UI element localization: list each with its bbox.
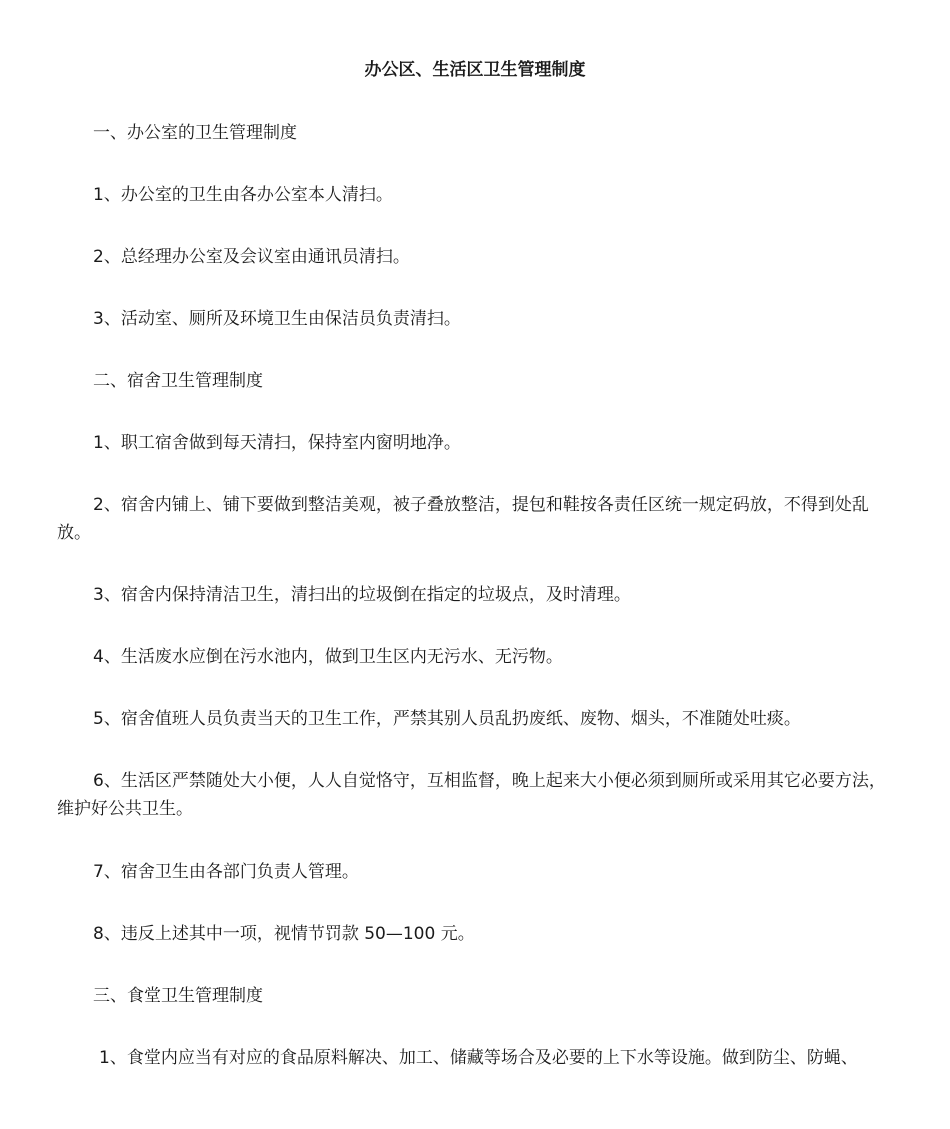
paragraph-dorm-5: 5、宿舍值班人员负责当天的卫生工作，严禁其别人员乱扔废纸、废物、烟头，不准随处吐痰。 — [93, 709, 801, 729]
section-heading-dormitory: 二、宿舍卫生管理制度 — [93, 371, 263, 391]
paragraph-dorm-4: 4、生活废水应倒在污水池内，做到卫生区内无污水、无污物。 — [93, 647, 563, 667]
paragraph-dorm-6: 6、生活区严禁随处大小便，人人自觉恪守，互相监督，晚上起来大小便必须到厕所或采用其它必要方法，维护好公共卫生。 — [57, 771, 886, 819]
paragraph-dorm-3: 3、宿舍内保持清洁卫生，清扫出的垃圾倒在指定的垃圾点，及时清理。 — [93, 585, 631, 605]
paragraph-dorm-7: 7、宿舍卫生由各部门负责人管理。 — [93, 862, 359, 882]
paragraph-dorm-1: 1、职工宿舍做到每天清扫，保持室内窗明地净。 — [93, 433, 461, 453]
paragraph-dorm-2: 2、宿舍内铺上、铺下要做到整洁美观，被子叠放整洁，提包和鞋按各责任区统一规定码放，不得到处乱放。 — [57, 495, 869, 543]
paragraph-office-2: 2、总经理办公室及会议室由通讯员清扫。 — [93, 247, 410, 267]
section-heading-canteen: 三、食堂卫生管理制度 — [93, 986, 263, 1006]
paragraph-office-1: 1、办公室的卫生由各办公室本人清扫。 — [93, 185, 393, 205]
paragraph-canteen-1: 1、食堂内应当有对应的食品原料解决、加工、储藏等场合及必要的上下水等设施。做到防尘、防蝇、 — [99, 1048, 858, 1068]
paragraph-office-3: 3、活动室、厕所及环境卫生由保洁员负责清扫。 — [93, 309, 461, 329]
document-title: 办公区、生活区卫生管理制度 — [364, 60, 586, 80]
paragraph-dorm-8: 8、违反上述其中一项，视情节罚款 50—100 元。 — [93, 924, 475, 944]
section-heading-office: 一、办公室的卫生管理制度 — [93, 123, 297, 143]
